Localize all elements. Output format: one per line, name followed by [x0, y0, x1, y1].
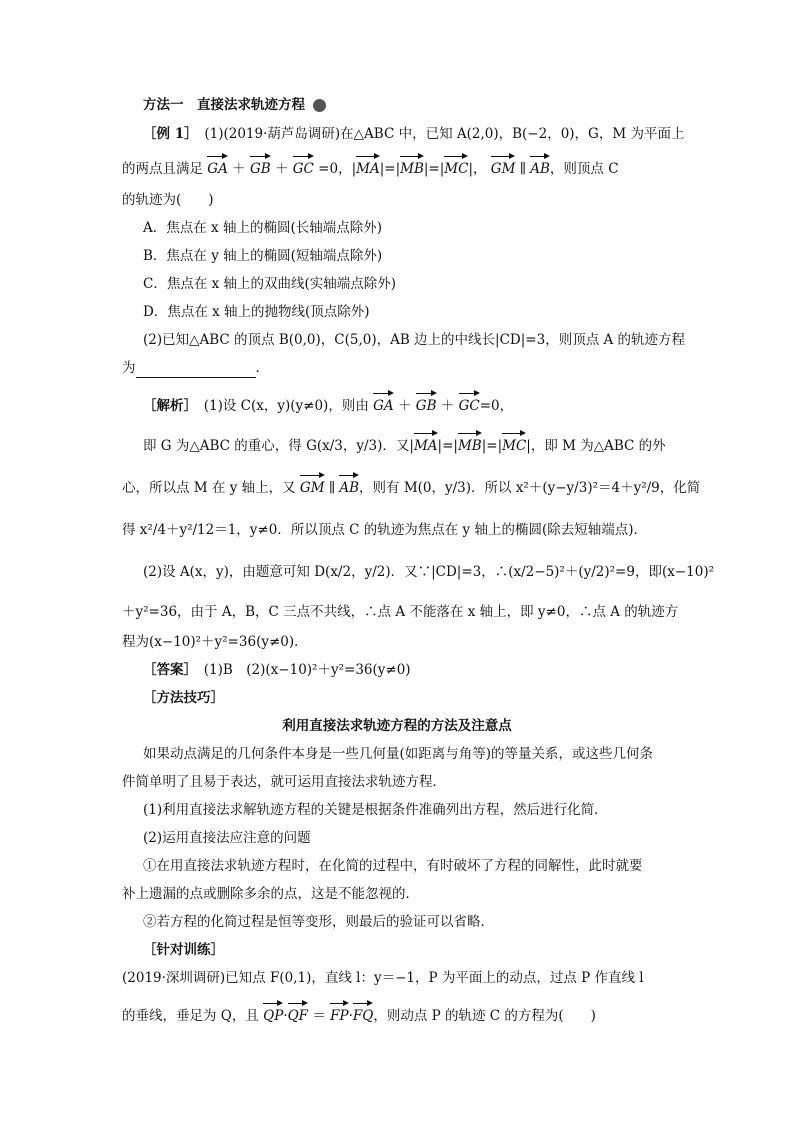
training-line-1: (2019·深圳调研)已知点 F(0,1)，直线 l：y＝−1，P 为平面上的动点，过点 P 作直线 l: [122, 970, 644, 986]
tips-p5: ①在用直接法求轨迹方程时，在化简的过程中，有时破坏了方程的同解性，此时就要: [143, 858, 643, 874]
solution-line-5: (2)设 A(x，y)，由题意可知 D(x/2，y/2)．又∵|CD|=3，∴(x/2−5)²＋(y/2)²=9，即(x−10)²: [143, 564, 715, 580]
example-line-3: 的轨迹为( ): [122, 192, 214, 208]
solution-line-1: ［解析］ (1)设 C(x，y)(y≠0)，则由 GA ＋ GB ＋ GC=0，: [143, 392, 672, 416]
training-line-2: 的垂线，垂足为 Q，且 QP·QF ＝ FP·FQ，则动点 P 的轨迹 C 的方程为( ): [122, 1002, 672, 1026]
section-title: 方法一 直接法求轨迹方程: [143, 95, 672, 115]
tips-title: 利用直接法求轨迹方程的方法及注意点: [282, 718, 512, 734]
tips-p3: (1)利用直接法求解轨迹方程的关键是根据条件准确列出方程，然后进行化简．: [143, 802, 608, 818]
answer-line: ［答案］ (1)B (2)(x−10)²＋y²=36(y≠0): [143, 662, 411, 678]
example-line-2: 的两点且满足 GA ＋ GB ＋ GC =0，|MA|=|MB|=|MC|， GM ∥ AB，则顶点 C: [122, 155, 672, 179]
option-d: D．焦点在 x 轴上的抛物线(顶点除外): [143, 304, 370, 320]
tips-label: ［方法技巧］: [143, 690, 224, 706]
tips-p7: ②若方程的化简过程是恒等变形，则最后的验证可以省略．: [143, 914, 494, 930]
solution-line-7: 程为(x−10)²＋y²=36(y≠0)．: [122, 634, 308, 650]
answer-blank: [136, 363, 256, 378]
tips-p2: 件简单明了且易于表达，就可运用直接法求轨迹方程．: [122, 774, 446, 790]
solution-line-6: ＋y²=36，由于 A，B，C 三点不共线，∴点 A 不能落在 x 轴上，即 y≠0，∴点 A 的轨迹方: [122, 604, 679, 620]
option-c: C．焦点在 x 轴上的双曲线(实轴端点除外): [143, 276, 397, 292]
example-q2-line-1: (2)已知△ABC 的顶点 B(0,0)，C(5,0)，AB 边上的中线长|CD|=3，则顶点 A 的轨迹方程: [143, 332, 686, 348]
solution-line-3: 心，所以点 M 在 y 轴上，又 GM ∥ AB，则有 M(0，y/3)．所以 x²＋(y−y/3)²＝4＋y²/9，化简: [122, 474, 672, 498]
example-line-1: ［例 1］ (1)(2019·葫芦岛调研)在△ABC 中，已知 A(2,0)，B(−2，0)，G，M 为平面上: [143, 126, 685, 142]
solution-line-2: 即 G 为△ABC 的重心，得 G(x/3，y/3)．又|MA|=|MB|=|MC|，即 M 为△ABC 的外: [143, 432, 672, 456]
tips-p4: (2)运用直接法应注意的问题: [143, 830, 311, 846]
circle-icon: [313, 99, 326, 112]
option-b: B．焦点在 y 轴上的椭圆(短轴端点除外): [143, 248, 383, 264]
tips-p6: 补上遗漏的点或删除多余的点，这是不能忽视的．: [122, 886, 419, 902]
option-a: A．焦点在 x 轴上的椭圆(长轴端点除外): [143, 220, 382, 236]
training-label: ［针对训练］: [143, 942, 224, 958]
example-q2-line-2: 为 ．: [122, 360, 269, 376]
solution-line-4: 得 x²/4＋y²/12＝1，y≠0．所以顶点 C 的轨迹为焦点在 y 轴上的椭圆(除去短轴端点)．: [122, 522, 647, 538]
tips-p1: 如果动点满足的几何条件本身是一些几何量(如距离与角等)的等量关系，或这些几何条: [143, 746, 654, 762]
